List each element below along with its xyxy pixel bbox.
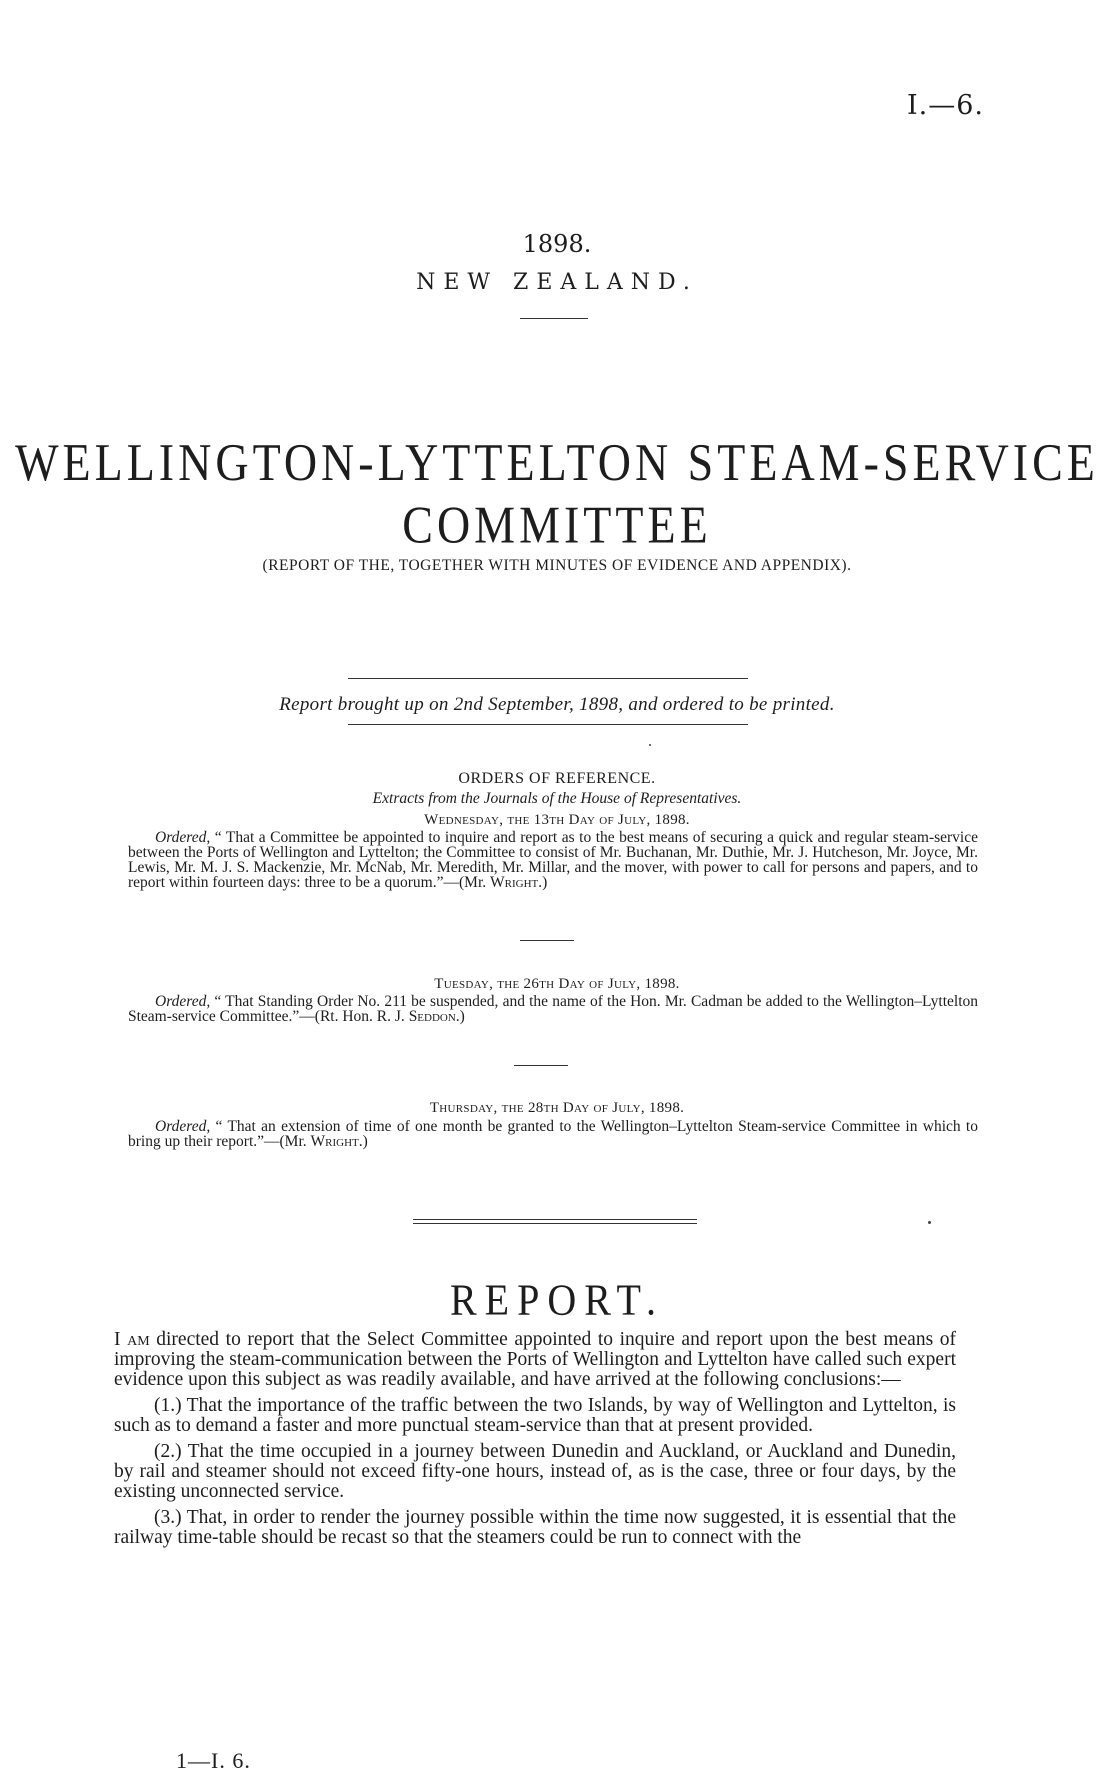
order-mover: Seddon.) <box>408 1008 465 1025</box>
footer-page-reference: 1—I. 6. <box>176 1748 251 1773</box>
title-line-2: COMMITTEE <box>402 495 712 554</box>
divider <box>413 1219 555 1220</box>
divider <box>413 1223 555 1224</box>
order-date: Wednesday, the 13th Day of July, 1898. <box>424 812 690 828</box>
orders-heading: ORDERS OF REFERENCE. <box>458 770 656 787</box>
ordered-label: Ordered, <box>155 829 211 846</box>
document-title <box>0 432 1114 556</box>
title-line-1: WELLINGTON-LYTTELTON STEAM-SERVICE <box>15 433 1099 492</box>
report-brought-line: Report brought up on 2nd September, 1898, and ordered to be printed. <box>279 694 835 715</box>
divider <box>520 318 588 319</box>
page-reference: I.—6. <box>906 90 984 121</box>
order-entry <box>128 994 978 1024</box>
document-subtitle: (REPORT OF THE, TOGETHER WITH MINUTES OF EVIDENCE AND APPENDIX). <box>262 557 852 574</box>
order-mover: Wright.) <box>490 874 548 891</box>
order-date: Thursday, the 28th Day of July, 1898. <box>429 1100 685 1116</box>
intro-lead: I am <box>114 1329 150 1350</box>
ordered-label: Ordered, <box>155 993 211 1010</box>
divider <box>520 940 574 941</box>
conclusion-3: (3.) That, in order to render the journey possible within the time now suggested, it is essential that the railway time-table should be recast so that the steamers could be run to connect with the <box>114 1507 956 1548</box>
country: NEW ZEALAND. <box>416 270 698 295</box>
order-entry <box>128 830 978 890</box>
divider <box>348 724 748 725</box>
divider <box>514 1065 568 1066</box>
ordered-label: Ordered, <box>155 1118 211 1135</box>
order-text: “ That Standing Order No. 211 be suspended, and the name of the Hon. Mr. Cadman be added to the Wellington–Lyttelton Steam-service Committee.”—(Rt. Hon. R. J. <box>128 993 979 1025</box>
order-entry <box>128 1119 978 1149</box>
report-heading: REPORT. <box>450 1274 664 1325</box>
conclusion-2: (2.) That the time occupied in a journey between Dunedin and Auckland, or Auckland and Dunedin, by rail and steamer should not exceed fifty-one hours, instead of, as is the case, three or four days, by the existing unconnected service. <box>114 1441 956 1502</box>
speck <box>649 744 651 746</box>
orders-extracts: Extracts from the Journals of the House of Representatives. <box>372 790 742 807</box>
report-body <box>114 1330 956 1554</box>
divider <box>555 1219 697 1220</box>
order-mover: Wright.) <box>310 1133 368 1150</box>
divider <box>555 1223 697 1224</box>
order-text: “ That a Committee be appointed to inquire and report as to the best means of securing a quick and regular steam-service between the Ports of Wellington and Lyttelton; the Committee to consist of Mr. Buchanan, Mr. Duthie, Mr. J. Hutcheson, Mr. Joyce, Mr. Lewis, Mr. M. J. S. Mackenzie, Mr. McNab, Mr. Meredith, Mr. Millar, and the mover, with power to call for persons and papers, and to report within fourteen days: three to be a quorum.”—(Mr. <box>128 829 979 891</box>
order-date: Tuesday, the 26th Day of July, 1898. <box>434 976 680 992</box>
order-text: “ That an extension of time of one month be granted to the Wellington–Lyttelton Steam-service Committee in which to bring up their report.”—(Mr. <box>128 1118 978 1150</box>
intro-text: directed to report that the Select Committee appointed to inquire and report upon the best means of improving the steam-communication between the Ports of Wellington and Lyttelton have called such expert evidence upon this subject as was readily available, and have arrived at the following conclusions:— <box>114 1329 956 1390</box>
conclusion-1: (1.) That the importance of the traffic between the two Islands, by way of Wellington and Lyttelton, is such as to demand a faster and more punctual steam-service than that at present provided. <box>114 1395 956 1436</box>
year: 1898. <box>522 230 592 258</box>
speck <box>928 1221 931 1224</box>
report-intro <box>114 1330 956 1390</box>
divider <box>348 678 748 679</box>
